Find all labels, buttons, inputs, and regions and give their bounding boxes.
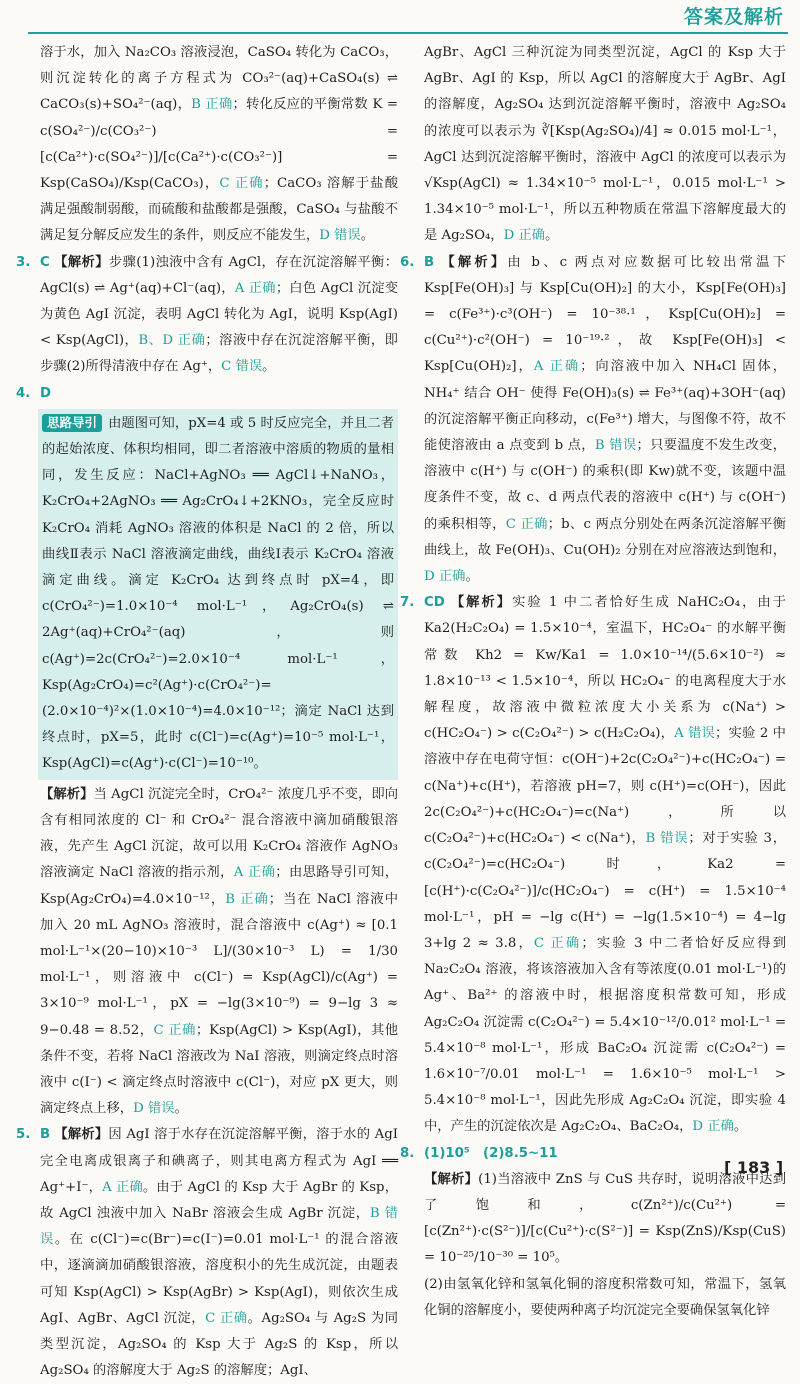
page-number-value: 183 xyxy=(736,1158,771,1177)
verdict: B 错误 xyxy=(645,831,689,847)
guide-label: 思路导引 xyxy=(42,414,102,432)
text: 。 xyxy=(545,228,559,244)
question-number: 8. xyxy=(400,1145,415,1161)
verdict: B、D 正确 xyxy=(138,333,206,349)
question-3 xyxy=(16,250,399,381)
text: 溶于水，加入 Na₂CO₃ 溶液浸泡，CaSO₄ 转化为 CaCO₃，则沉淀转化的离子方程式为 CO₃²⁻(aq)+CaSO₄(s) ⇌ CaCO₃(s)+SO₄²⁻(aq)， xyxy=(40,45,398,113)
verdict: D 正确 xyxy=(692,1119,734,1135)
question-5 xyxy=(16,1122,398,1384)
analysis-tag: 【解析】 xyxy=(53,254,109,270)
header-rule xyxy=(28,32,788,34)
verdict: B 错误 xyxy=(594,438,637,454)
text: ；转化反应的平衡常数 K = c(SO₄²⁻)/c(CO₃²⁻) = [c(Ca²⁺)·c(SO₄²⁻)]/[c(Ca²⁺)·c(CO₃²⁻)] = Ksp(CaSO₄)/Ksp(CaCO₃)， xyxy=(40,97,398,192)
verdict: C 正确 xyxy=(219,176,264,192)
verdict: B 错误 xyxy=(40,1205,398,1248)
verdict: A 正确 xyxy=(233,865,276,881)
text: ；只要温度不发生改变，溶液中 c(H⁺) 与 c(OH⁻) 的乘积(即 Kw)就不变，该题中温度条件不变，故 c、d 两点代表的溶液中 c(H⁺) 与 c(OH⁻) 的乘积相等， xyxy=(424,438,786,532)
left-column xyxy=(16,40,399,1384)
text: 。 xyxy=(262,359,276,375)
text: ；由思路导引可知，Ksp(Ag₂CrO₄)=4.0×10⁻¹²， xyxy=(40,865,398,907)
question-number: 6. xyxy=(400,254,415,270)
text: 因 AgI 溶于水存在沉淀溶解平衡，溶于水的 AgI 完全电离成银离子和碘离子，则其电离方程式为 AgI ══ Ag⁺+I⁻， xyxy=(40,1127,398,1195)
verdict: D 正确 xyxy=(424,569,466,585)
answer: B xyxy=(40,1127,51,1143)
question-4-header xyxy=(16,381,398,407)
answer: (1)10⁵ (2)8.5~11 xyxy=(424,1145,558,1161)
text: ；向溶液中加入 NH₄Cl 固体，NH₄⁺ 结合 OH⁻ 使得 Fe(OH)₃(s) ⇌ Fe³⁺(aq)+3OH⁻(aq) 的沉淀溶解平衡正向移动，c(Fe³⁺) 增大，与图像不符，故不能使溶液由 a 点变到 b 点， xyxy=(424,359,786,454)
text: ；对于实验 3，c(C₂O₄²⁻)=c(HC₂O₄⁻) 时，Ka2 = [c(H⁺)·c(C₂O₄²⁻)]/c(HC₂O₄⁻) = c(H⁺) = 1.5×10⁻⁴ mol·L⁻¹，pH = −lg c(H⁺) = −lg(1.5×10⁻⁴) = 4−lg 3+lg 2 ≈ 3.8， xyxy=(424,831,787,951)
text: 。在 c(Cl⁻)=c(Br⁻)=c(I⁻)=0.01 mol·L⁻¹ 的混合溶液中，逐滴滴加硝酸银溶液，溶度积小的先生成沉淀，由题表可知 Ksp(AgCl) > Ksp(AgBr) > Ksp(AgI)，则依次生成 AgI、AgBr、AgCl 沉淀， xyxy=(40,1232,398,1326)
guide-text: 由题图可知，pX=4 或 5 时反应完全，并且二者的起始浓度、体积均相同，即二者溶液中溶质的物质的量相同，发生反应：NaCl+AgNO₃ ══ AgCl↓+NaNO₃，K₂CrO₄+2AgNO₃ ══ Ag₂CrO₄↓+2KNO₃，完全反应时 K₂CrO₄ 消耗 AgNO₃ 溶液的体积是 NaCl 的 2 倍，所以曲线Ⅱ表示 NaCl 溶液滴定曲线，曲线Ⅰ表示 K₂CrO₄ 溶液滴定曲线。滴定 K₂CrO₄ 达到终点时 pX=4，即 c(CrO₄²⁻)=1.0×10⁻⁴ mol·L⁻¹，Ag₂CrO₄(s) ⇌ 2Ag⁺(aq)+CrO₄²⁻(aq)，则 c(Ag⁺)=2c(CrO₄²⁻)=2.0×10⁻⁴ mol·L⁻¹，Ksp(Ag₂CrO₄)=c²(Ag⁺)·c(CrO₄²⁻)=(2.0×10⁻⁴)²×(1.0×10⁻⁴)=4.0×10⁻¹²；滴定 NaCl 达到终点时，pX=5，此时 c(Cl⁻)=c(Ag⁺)=10⁻⁵ mol·L⁻¹，Ksp(AgCl)=c(Ag⁺)·c(Cl⁻)=10⁻¹⁰。 xyxy=(42,415,394,772)
question-4-analysis xyxy=(40,782,398,1123)
analysis-tag: 【解析】 xyxy=(424,1171,479,1187)
verdict: C 正确 xyxy=(505,516,548,532)
text: (1)当溶液中 ZnS 与 CuS 共存时，说明溶液中达到了饱和，c(Zn²⁺)/c(Cu²⁺) = [c(Zn²⁺)·c(S²⁻)]/[c(Cu²⁺)·c(S²⁻)] = Ksp(ZnS)/Ksp(CuS) = 10⁻²⁵/10⁻³⁰ = 10⁵。 xyxy=(424,1171,786,1266)
text: ；Ksp(AgCl) > Ksp(AgI)，其他条件不变，若将 NaCl 溶液改为 NaI 溶液，则滴定终点时溶液中 c(I⁻) < 滴定终点时溶液中 c(Cl⁻)，对应 pX 更大，则滴定终点上移， xyxy=(40,1022,398,1117)
verdict: B 正确 xyxy=(225,891,269,907)
text: ；白色 AgCl 沉淀变为黄色 AgI 沉淀，表明 AgCl 转化为 AgI，说明 Ksp(AgI) < Ksp(AgCl)， xyxy=(40,280,398,349)
text: AgBr、AgCl 三种沉淀为同类型沉淀，AgCl 的 Ksp 大于 AgBr、AgI 的 Ksp，所以 AgCl 的溶解度大于 AgBr、AgI 的溶解度，Ag₂SO₄ 达到沉淀溶解平衡时，溶液中 Ag₂SO₄ 的浓度可以表示为 ∛[Ksp(Ag₂SO₄)/4] ≈ 0.015 mol·L⁻¹，AgCl 达到沉淀溶解平衡时，溶液中 AgCl 的浓度可以表示为 √Ksp(AgCl) ≈ 1.34×10⁻⁵ mol·L⁻¹，0.015 mol·L⁻¹ > 1.34×10⁻⁵ mol·L⁻¹，所以五种物质在常温下溶解度最大的是 Ag₂SO₄， xyxy=(424,45,786,244)
verdict: D 正确 xyxy=(503,228,546,244)
text: 。 xyxy=(733,1119,748,1135)
verdict: A 正确 xyxy=(533,359,581,375)
verdict: B 正确 xyxy=(191,97,233,113)
text: 实验 1 中二者恰好生成 NaHC₂O₄，由于 Ka2(H₂C₂O₄) = 1.5×10⁻⁴，室温下，HC₂O₄⁻ 的水解平衡常数 Kh2 = Kw/Ka1 = 1.0×10⁻¹⁴/(5.6×10⁻²) ≈ 1.8×10⁻¹³ < 1.5×10⁻⁴，所以 HC₂O₄⁻ 的电离程度大于水解程度，故溶液中微粒浓度大小关系为 c(Na⁺) > c(HC₂O₄⁻) > c(C₂O₄²⁻) > c(H₂C₂O₄)， xyxy=(424,595,786,742)
verdict: C 错误 xyxy=(221,359,263,375)
text: ；实验 3 中二者恰好反应得到 Na₂C₂O₄ 溶液，将该溶液加入含有等浓度(0.01 mol·L⁻¹)的 Ag⁺、Ba²⁺ 的溶液中时，根据溶度积常数可知，形成 Ag₂C₂O₄ 沉淀需 c(C₂O₄²⁻) = 5.4×10⁻¹²/0.01² mol·L⁻¹ = 5.4×10⁻⁸ mol·L⁻¹，形成 BaC₂O₄ 沉淀需 c(C₂O₄²⁻) = 1.6×10⁻⁷/0.01 mol·L⁻¹ = 1.6×10⁻⁵ mol·L⁻¹ > 5.4×10⁻⁸ mol·L⁻¹，因此先形成 Ag₂C₂O₄ 沉淀，即实验 4 中，产生的沉淀依次是 Ag₂C₂O₄、BaC₂O₄， xyxy=(424,935,786,1135)
analysis-tag: 【解析】 xyxy=(54,1127,109,1143)
answer: B xyxy=(424,254,435,270)
verdict: C 正确 xyxy=(533,935,582,951)
text: 步骤(1)浊液中含有 AgCl，存在沉淀溶解平衡：AgCl(s) ⇌ Ag⁺(aq)+Cl⁻(aq)， xyxy=(40,254,399,296)
text: ；b、c 两点分别处在两条沉淀溶解平衡曲线上，故 Fe(OH)₃、Cu(OH)₂ 分别在对应溶液达到饱和， xyxy=(424,516,787,558)
verdict: C 正确 xyxy=(205,1310,248,1326)
left-intro-paragraph xyxy=(40,40,398,250)
text: 。 xyxy=(174,1101,188,1117)
answer: CD xyxy=(424,595,445,611)
verdict: A 正确 xyxy=(234,280,276,296)
question-number: 5. xyxy=(16,1127,31,1143)
text: 。 xyxy=(465,569,479,585)
analysis-tag: 【解析】 xyxy=(40,786,94,802)
answer: C xyxy=(40,254,50,270)
analysis-tag: 【解析】 xyxy=(438,254,508,270)
page-header xyxy=(0,0,800,34)
page-number: [ 183 ] xyxy=(724,1158,784,1177)
answer: D xyxy=(40,385,52,401)
text: 。Ag₂SO₄ 与 Ag₂S 为同类型沉淀，Ag₂SO₄ 的 Ksp 大于 Ag₂S 的 Ksp，所以 Ag₂SO₄ 的溶解度大于 Ag₂S 的溶解度；AgI、 xyxy=(40,1310,398,1379)
header-title: 答案及解析 xyxy=(683,6,784,28)
right-column xyxy=(400,40,787,1324)
question-6 xyxy=(400,250,787,591)
right-intro-paragraph xyxy=(424,40,786,250)
question-number: 3. xyxy=(16,254,31,270)
thinking-guide-box xyxy=(38,409,398,780)
question-number: 7. xyxy=(400,595,415,611)
text: 。由于 AgCl 的 Ksp 大于 AgBr 的 Ksp，故 AgCl 浊液中加入 NaBr 溶液会生成 AgBr 沉淀， xyxy=(40,1179,398,1221)
verdict: C 正确 xyxy=(153,1022,196,1038)
text: 当 AgCl 沉淀完全时，CrO₄²⁻ 浓度几乎不变，即向含有相同浓度的 Cl⁻ 和 CrO₄²⁻ 混合溶液中滴加硝酸银溶液，先产生 AgCl 沉淀，故可以用 K₂CrO₄ 溶液作 AgNO₃ 溶液滴定 NaCl 溶液的指示剂， xyxy=(40,786,398,881)
text: 由 b、c 两点对应数据可比较出常温下 Ksp[Fe(OH)₃] 与 Ksp[Cu(OH)₂] 的大小，Ksp[Fe(OH)₃] = c(Fe³⁺)·c³(OH⁻) = 10⁻³⁸·¹，Ksp[Cu(OH)₂] = c(Cu²⁺)·c²(OH⁻) = 10⁻¹⁹·²，故 Ksp[Fe(OH)₃] < Ksp[Cu(OH)₂]， xyxy=(424,254,786,375)
text: ；实验 2 中溶液中存在电荷守恒：c(OH⁻)+2c(C₂O₄²⁻)+c(HC₂O₄⁻) = c(Na⁺)+c(H⁺)，若溶液 pH=7，则 c(H⁺)=c(OH⁻)，因此 2c(C₂O₄²⁻)+c(HC₂O₄⁻)=c(Na⁺)，所以 c(C₂O₄²⁻)+c(HC₂O₄⁻) < c(Na⁺)， xyxy=(424,726,786,847)
text: ；溶液中存在沉淀溶解平衡，即步骤(2)所得清液中存在 Ag⁺， xyxy=(40,333,398,375)
text: ；CaCO₃ 溶解于盐酸满足强酸制弱酸，而硫酸和盐酸都是强酸，CaSO₄ 与盐酸不满足复分解反应发生的条件，则反应不能发生， xyxy=(40,176,398,244)
question-8-analysis-2 xyxy=(424,1272,786,1324)
question-8-analysis xyxy=(424,1167,786,1272)
verdict: D 错误 xyxy=(319,228,361,244)
verdict: A 错误 xyxy=(674,726,716,742)
text: ；当在 NaCl 溶液中加入 20 mL AgNO₃ 溶液时，混合溶液中 c(Ag⁺) ≈ [0.1 mol·L⁻¹×(20−10)×10⁻³ L]/(30×10⁻³ L) = 1/30 mol·L⁻¹，则溶液中 c(Cl⁻) = Ksp(AgCl)/c(Ag⁺) = 3×10⁻⁹ mol·L⁻¹，pX = −lg(3×10⁻⁹) = 9−lg 3 ≈ 9−0.48 = 8.52， xyxy=(40,891,398,1038)
question-7 xyxy=(400,590,787,1140)
text: (2)由氢氧化锌和氢氧化铜的溶度积常数可知，常温下，氢氧化铜的溶解度小，要使两种离子均沉淀完全要确保氢氧化锌 xyxy=(424,1276,786,1318)
text: 。 xyxy=(360,228,375,244)
analysis-tag: 【解析】 xyxy=(448,595,513,611)
verdict: D 错误 xyxy=(133,1101,175,1117)
question-number: 4. xyxy=(16,385,31,401)
verdict: A 正确 xyxy=(102,1179,143,1195)
